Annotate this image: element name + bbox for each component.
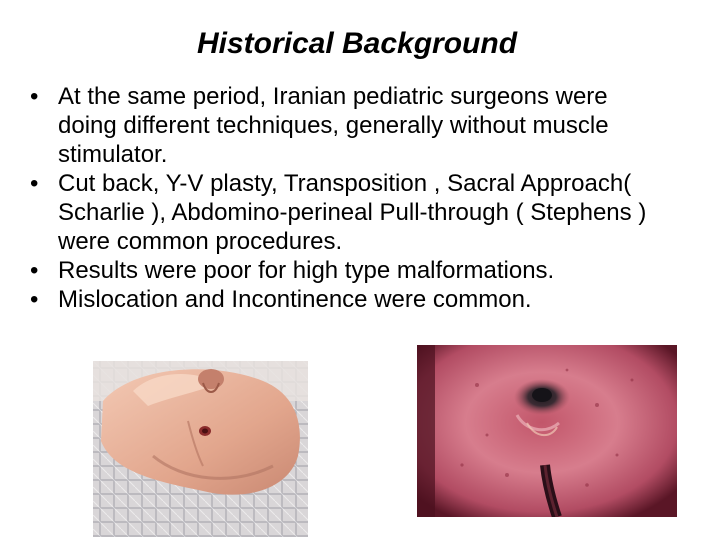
bullet-item [24,82,664,169]
bullet-item [24,169,664,256]
bullet-icon: • [30,257,39,284]
bullet-text: Cut back, Y-V plasty, Transposition , Sacral Approach( Scharlie ), Abdomino-perineal Pull-through ( Stephens ) were common procedures. [58,170,647,255]
slide-title: Historical Background [196,27,518,60]
bullet-text: Results were poor for high type malformations. [58,257,555,284]
infant-perineum-photo [93,361,308,537]
infant-perineum-image [93,361,308,537]
bullet-item [24,256,664,285]
anal-closeup-photo [417,345,677,517]
bullet-list [24,82,664,314]
bullet-icon: • [30,83,39,110]
bullet-text: At the same period, Iranian pediatric surgeons were doing different techniques, generally without muscle stimulator. [58,83,609,168]
bullet-icon: • [30,286,39,313]
bullet-item [24,285,664,314]
anal-closeup-image [417,345,677,517]
bullet-text: Mislocation and Incontinence were common. [58,286,532,313]
bullet-icon: • [30,170,39,197]
